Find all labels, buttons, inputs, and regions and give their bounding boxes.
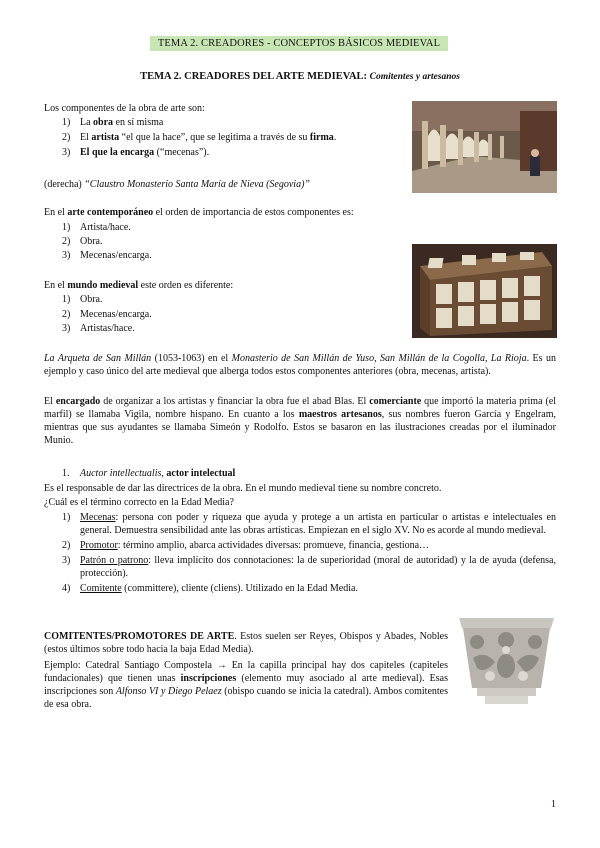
contemporary-item: 3) Mecenas/encarga. bbox=[62, 250, 152, 261]
medieval-text: En el mundo medieval este orden es diferente: bbox=[44, 280, 234, 291]
arqueta-photo bbox=[412, 244, 557, 338]
contemporary-text: En el arte contemporáneo el orden de importancia de estos componentes es: bbox=[44, 207, 354, 218]
section-heading: 1. Auctor intellectualis, actor intelectual bbox=[62, 468, 236, 479]
document-title bbox=[0, 70, 600, 84]
ejemplo-paragraph: Ejemplo: Catedral Santiago Compostela → En la capilla principal hay dos capiteles (capiteles fundacionales) que tienen unas inscripciones (elemento muy asociado al arte medieval). Esas inscripciones son Alfonso VI y Diego Pelaez (obispo cuando se inicia la catedral). Ambos comitentes de esa obra. bbox=[44, 660, 448, 710]
intro-text: Los componentes de la obra de arte son: bbox=[44, 103, 205, 114]
terms-list bbox=[62, 511, 556, 595]
section-question: ¿Cuál es el término correcto en la Edad Media? bbox=[44, 497, 234, 508]
cloister-caption: (derecha) “Claustro Monasterio Santa María de Nieva (Segovia)” bbox=[44, 179, 310, 190]
page-number: 1 bbox=[551, 799, 556, 810]
cloister-photo bbox=[412, 101, 557, 193]
comitentes-paragraph: COMITENTES/PROMOTORES DE ARTE. Estos suelen ser Reyes, Obispos y Abades, Nobles (estos últimos sobre todo hacia la baja Edad Media). bbox=[44, 631, 449, 655]
page-header: TEMA 2. CREADORES - CONCEPTOS BÁSICOS MEDIEVAL bbox=[150, 36, 448, 51]
contemporary-item: 2) Obra. bbox=[62, 236, 103, 247]
medieval-item: 2) Mecenas/encarga. bbox=[62, 309, 152, 320]
contemporary-item: 1) Artista/hace. bbox=[62, 222, 131, 233]
component-item: 3) El que la encarga (“mecenas”). bbox=[62, 147, 210, 158]
term-item: 3) Patrón o patrono: lleva implícito dos connotaciones: la de superioridad (moral de autoridad) y la de ayuda (defensa, protección). bbox=[62, 555, 557, 579]
component-item: 2) El artista “el que la hace”, que se legitima a través de su firma. bbox=[62, 132, 337, 143]
component-item: 1) La obra en sí misma bbox=[62, 117, 164, 128]
medieval-item: 1) Obra. bbox=[62, 294, 103, 305]
term-item: 2) Promotor: término amplio, abarca actividades diversas: promueve, financia, gestiona… bbox=[62, 540, 430, 551]
title-sub: Comitentes y artesanos bbox=[369, 72, 460, 82]
title-main: TEMA 2. CREADORES DEL ARTE MEDIEVAL: bbox=[140, 71, 368, 82]
section-text: Es el responsable de dar las directrices de la obra. En el mundo medieval tiene su nombre concreto. bbox=[44, 483, 442, 494]
term-item: 1) Mecenas: persona con poder y riqueza que ayuda y protege a un artista en particular o artistas e intelectuales en general. Demuestra sensibilidad ante las obras artísticas. Empiezan en el siglo XV. No es acorde al mundo medieval. bbox=[62, 512, 556, 536]
term-item: 4) Comitente (committere), cliente (cliens). Utilizado en la Edad Media. bbox=[62, 583, 358, 594]
arqueta-paragraph: La Arqueta de San Millán (1053-1063) en el Monasterio de San Millán de Yuso, San Millán de la Cogolla, La Rioja. Es un ejemplo y caso único del arte medieval que alberga todos estos componentes anteriores (obra, mecenas, artista). bbox=[44, 353, 556, 377]
encargado-paragraph: El encargado de organizar a los artistas y financiar la obra fue el abad Blas. El comerciante que importó la materia prima (el marfil) se llamaba Vigila, nombre hispano. En cuanto a los maestros artesanos, sus nombres fueron García y Engelram, mientras que sus ayudantes se llamaba Simeón y Rodolfo. Estos se basaron en las ilustraciones creadas por el iluminador Munio. bbox=[44, 396, 556, 446]
capital-photo bbox=[455, 614, 558, 706]
medieval-item: 3) Artistas/hace. bbox=[62, 323, 135, 334]
